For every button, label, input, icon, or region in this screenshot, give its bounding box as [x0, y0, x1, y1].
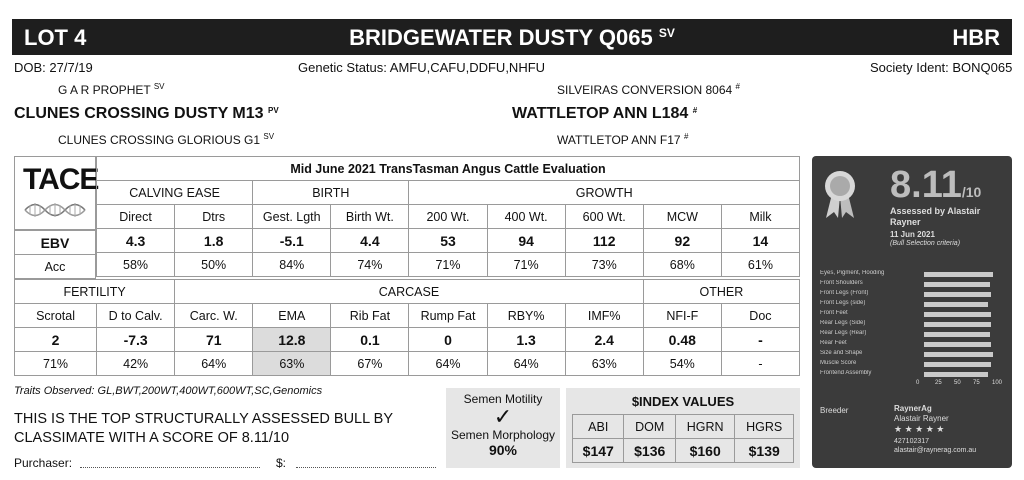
trait-bar-label: Rear Legs (Rear): [820, 330, 867, 336]
semen-morphology-label: Semen Morphology: [450, 428, 556, 442]
trait-bar-row: [820, 270, 1006, 279]
ebv-value: 94: [487, 229, 565, 253]
index-header: ABI: [573, 415, 624, 439]
axis-tick-label: 100: [992, 380, 1003, 386]
trait-bar-row: [820, 340, 1006, 349]
trait-header: IMF%: [565, 304, 643, 328]
trait-bar-fill: [924, 292, 991, 297]
assessment-panel: [812, 156, 1012, 468]
ebv-value: 4.3: [97, 229, 175, 253]
index-value: $136: [624, 439, 675, 463]
tace-logo: [14, 156, 99, 230]
acc-value: 67%: [331, 352, 409, 376]
trait-header: NFI-F: [643, 304, 721, 328]
trait-bar-fill: [924, 342, 991, 347]
assessment-score: [890, 164, 981, 207]
trait-bar-row: [820, 350, 1006, 359]
trait-bar-row: [820, 360, 1006, 369]
trait-bar-fill: [924, 322, 991, 327]
price-field[interactable]: [296, 467, 436, 468]
society-ident: Society Ident: BONQ065: [870, 60, 1013, 75]
trait-bar-row: [820, 300, 1006, 309]
axis-tick-label: 0: [916, 380, 920, 386]
trait-bar-fill: [924, 272, 993, 277]
ebv-value: 0.1: [331, 328, 409, 352]
trait-header: Birth Wt.: [331, 205, 409, 229]
index-value: $139: [735, 439, 794, 463]
lot-header: [12, 19, 1012, 55]
trait-header: Doc: [721, 304, 799, 328]
trait-header: 400 Wt.: [487, 205, 565, 229]
trait-bar-row: [820, 290, 1006, 299]
ebv-value: 2: [15, 328, 97, 352]
acc-value: 71%: [487, 253, 565, 277]
dam-name: WATTLETOP ANN L184: [512, 105, 689, 122]
axis-tick-label: 75: [973, 380, 980, 386]
dam-dam-name: WATTLETOP ANN F17: [557, 133, 681, 147]
trait-bar-label: Rear Feet: [820, 340, 847, 346]
trait-bar-row: [820, 310, 1006, 319]
trait-header: Rib Fat: [331, 304, 409, 328]
sire-sup: PV: [267, 106, 279, 115]
trait-header: EMA: [253, 304, 331, 328]
acc-value: 64%: [409, 352, 487, 376]
acc-value: 58%: [97, 253, 175, 277]
breeder-person: Alastair Rayner: [894, 414, 949, 423]
ebv-value: 0.48: [643, 328, 721, 352]
ebv-table-top: [96, 156, 800, 277]
statement-line: CLASSIMATE WITH A SCORE OF 8.11/10: [14, 430, 290, 446]
dam: [512, 105, 697, 123]
ebv-value: 92: [643, 229, 721, 253]
rating-stars: ★ ★ ★ ★ ★: [894, 424, 945, 434]
trait-bar-label: Front Legs (side): [820, 300, 866, 306]
ebv-value: 4.4: [331, 229, 409, 253]
group-growth: GROWTH: [409, 181, 800, 205]
acc-value: 63%: [565, 352, 643, 376]
sire-sire-name: G A R PROPHET: [58, 83, 151, 97]
trait-header: Scrotal: [15, 304, 97, 328]
trait-header: 600 Wt.: [565, 205, 643, 229]
index-box: [566, 388, 800, 468]
trait-header: Direct: [97, 205, 175, 229]
dam-dam: [557, 132, 688, 147]
ebv-table-bottom: [14, 279, 800, 376]
dob: DOB: 27/7/19: [14, 60, 93, 75]
acc-value: -: [721, 352, 799, 376]
acc-value: 64%: [487, 352, 565, 376]
sire-name: CLUNES CROSSING DUSTY M13: [14, 105, 264, 122]
axis-tick-label: 25: [935, 380, 942, 386]
trait-bar-label: Front Feet: [820, 310, 848, 316]
ebv-value: 112: [565, 229, 643, 253]
assessment-criteria: (Bull Selection criteria): [890, 240, 961, 247]
ebv-row-label: EBV: [15, 231, 96, 255]
evaluation-title: Mid June 2021 TransTasman Angus Cattle Evaluation: [97, 157, 800, 181]
trait-header: Carc. W.: [175, 304, 253, 328]
trait-bar-label: Front Shoulders: [820, 280, 863, 286]
tace-logo-text: TACE: [23, 163, 99, 196]
dam-sire: [557, 82, 740, 97]
dam-sup: #: [692, 106, 698, 115]
group-calving-ease: CALVING EASE: [97, 181, 253, 205]
trait-header: Dtrs: [175, 205, 253, 229]
ebv-value-highlighted: 12.8: [253, 328, 331, 352]
group-fertility: FERTILITY: [15, 280, 175, 304]
semen-box: [446, 388, 560, 468]
trait-header: Milk: [721, 205, 799, 229]
assessed-by: Assessed by Alastair Rayner: [890, 206, 981, 227]
ebv-value: 14: [721, 229, 799, 253]
traits-observed: Traits Observed: GL,BWT,200WT,400WT,600WT,SC,Genomics: [14, 385, 323, 397]
sire-dam-sup: SV: [263, 132, 275, 141]
acc-value: 71%: [15, 352, 97, 376]
axis-tick-label: 50: [954, 380, 961, 386]
sire: [14, 105, 279, 123]
index-header: HGRN: [675, 415, 735, 439]
trait-header: Rump Fat: [409, 304, 487, 328]
trait-bar-label: Muscle Score: [820, 360, 857, 366]
acc-value: 54%: [643, 352, 721, 376]
semen-morphology-value: 90%: [488, 442, 518, 458]
ebv-value: -: [721, 328, 799, 352]
trait-bar-label: Eyes, Pigment, Hooding: [820, 270, 885, 276]
sire-sire-sup: SV: [153, 82, 165, 91]
sire-sire: [58, 82, 165, 97]
index-header: HGRS: [735, 415, 794, 439]
trait-bar-fill: [924, 282, 990, 287]
trait-bar-fill: [924, 372, 988, 377]
breeder-label: Breeder: [820, 406, 849, 415]
index-header: DOM: [624, 415, 675, 439]
ebv-value: 1.8: [175, 229, 253, 253]
price-label: $:: [276, 456, 287, 470]
ebv-value: 53: [409, 229, 487, 253]
score-denominator: /10: [961, 184, 982, 200]
acc-value: 61%: [721, 253, 799, 277]
acc-value: 42%: [97, 352, 175, 376]
index-value: $160: [675, 439, 735, 463]
statement: [14, 410, 393, 448]
statement-line: THIS IS THE TOP STRUCTURALLY ASSESSED BULL BY: [14, 411, 394, 427]
ebv-value: 71: [175, 328, 253, 352]
trait-header: Gest. Lgth: [253, 205, 331, 229]
trait-bar-fill: [924, 352, 993, 357]
purchaser-label: Purchaser:: [14, 456, 73, 470]
dam-dam-sup: #: [683, 132, 689, 141]
trait-bar-fill: [924, 332, 990, 337]
ebv-value: -5.1: [253, 229, 331, 253]
trait-bar-row: [820, 280, 1006, 289]
purchaser-field[interactable]: [80, 467, 260, 468]
check-icon: ✓: [493, 404, 513, 429]
animal-name: [12, 25, 1012, 51]
trait-bar-fill: [924, 362, 991, 367]
axis-ticks: [916, 380, 1003, 390]
trait-header: D to Calv.: [97, 304, 175, 328]
dam-sire-name: SILVEIRAS CONVERSION 8064: [557, 83, 733, 97]
trait-bar-fill: [924, 302, 988, 307]
index-title: $INDEX VALUES: [631, 394, 735, 409]
acc-value: 73%: [565, 253, 643, 277]
group-birth: BIRTH: [253, 181, 409, 205]
acc-value: 71%: [409, 253, 487, 277]
index-value: $147: [573, 439, 624, 463]
herdbook-label: HBR: [952, 25, 1000, 50]
acc-value: 84%: [253, 253, 331, 277]
trait-bar-label: Rear Legs (Side): [820, 320, 866, 326]
animal-name-sup: SV: [658, 26, 675, 40]
trait-bar-label: Front Legs (Front): [820, 290, 869, 296]
breeder-email: alastair@raynerag.com.au: [894, 447, 977, 454]
lot-number: LOT 4: [24, 25, 87, 50]
dna-helix-icon: [23, 199, 89, 221]
trait-bar-fill: [924, 312, 991, 317]
group-carcase: CARCASE: [175, 280, 644, 304]
breeder-name: RaynerAg: [894, 404, 932, 413]
acc-value: 50%: [175, 253, 253, 277]
ebv-value: 1.3: [487, 328, 565, 352]
trait-header: MCW: [643, 205, 721, 229]
acc-value: 74%: [331, 253, 409, 277]
trait-bar-label: Frontend Assembly: [820, 370, 872, 376]
genetic-status: Genetic Status: AMFU,CAFU,DDFU,NHFU: [298, 60, 546, 75]
trait-bar-row: [820, 330, 1006, 339]
dam-sire-sup: #: [735, 82, 740, 91]
acc-value: 64%: [175, 352, 253, 376]
sire-dam-name: CLUNES CROSSING GLORIOUS G1: [58, 133, 261, 147]
trait-header: 200 Wt.: [409, 205, 487, 229]
acc-value: 68%: [643, 253, 721, 277]
trait-bar-row: [820, 320, 1006, 329]
trait-bar-row: [820, 370, 1006, 379]
ebv-value: -7.3: [97, 328, 175, 352]
index-table: [572, 414, 794, 463]
trait-bar-label: Size and Shape: [820, 350, 863, 356]
acc-row-label: Acc: [15, 255, 96, 279]
animal-name-text: BRIDGEWATER DUSTY Q065: [349, 25, 653, 50]
ebv-value: 2.4: [565, 328, 643, 352]
semen-motility-label: Semen Motility: [463, 392, 543, 406]
trait-header: RBY%: [487, 304, 565, 328]
award-ribbon-icon: [820, 168, 860, 220]
score-value: 8.11: [890, 164, 962, 206]
group-other: OTHER: [643, 280, 799, 304]
row-labels-top: [14, 230, 96, 279]
assessment-date: 11 Jun 2021: [890, 230, 935, 239]
sire-dam: [58, 132, 274, 147]
breeder-phone: 427102317: [894, 438, 930, 445]
ebv-value: 0: [409, 328, 487, 352]
acc-value-highlighted: 63%: [253, 352, 331, 376]
